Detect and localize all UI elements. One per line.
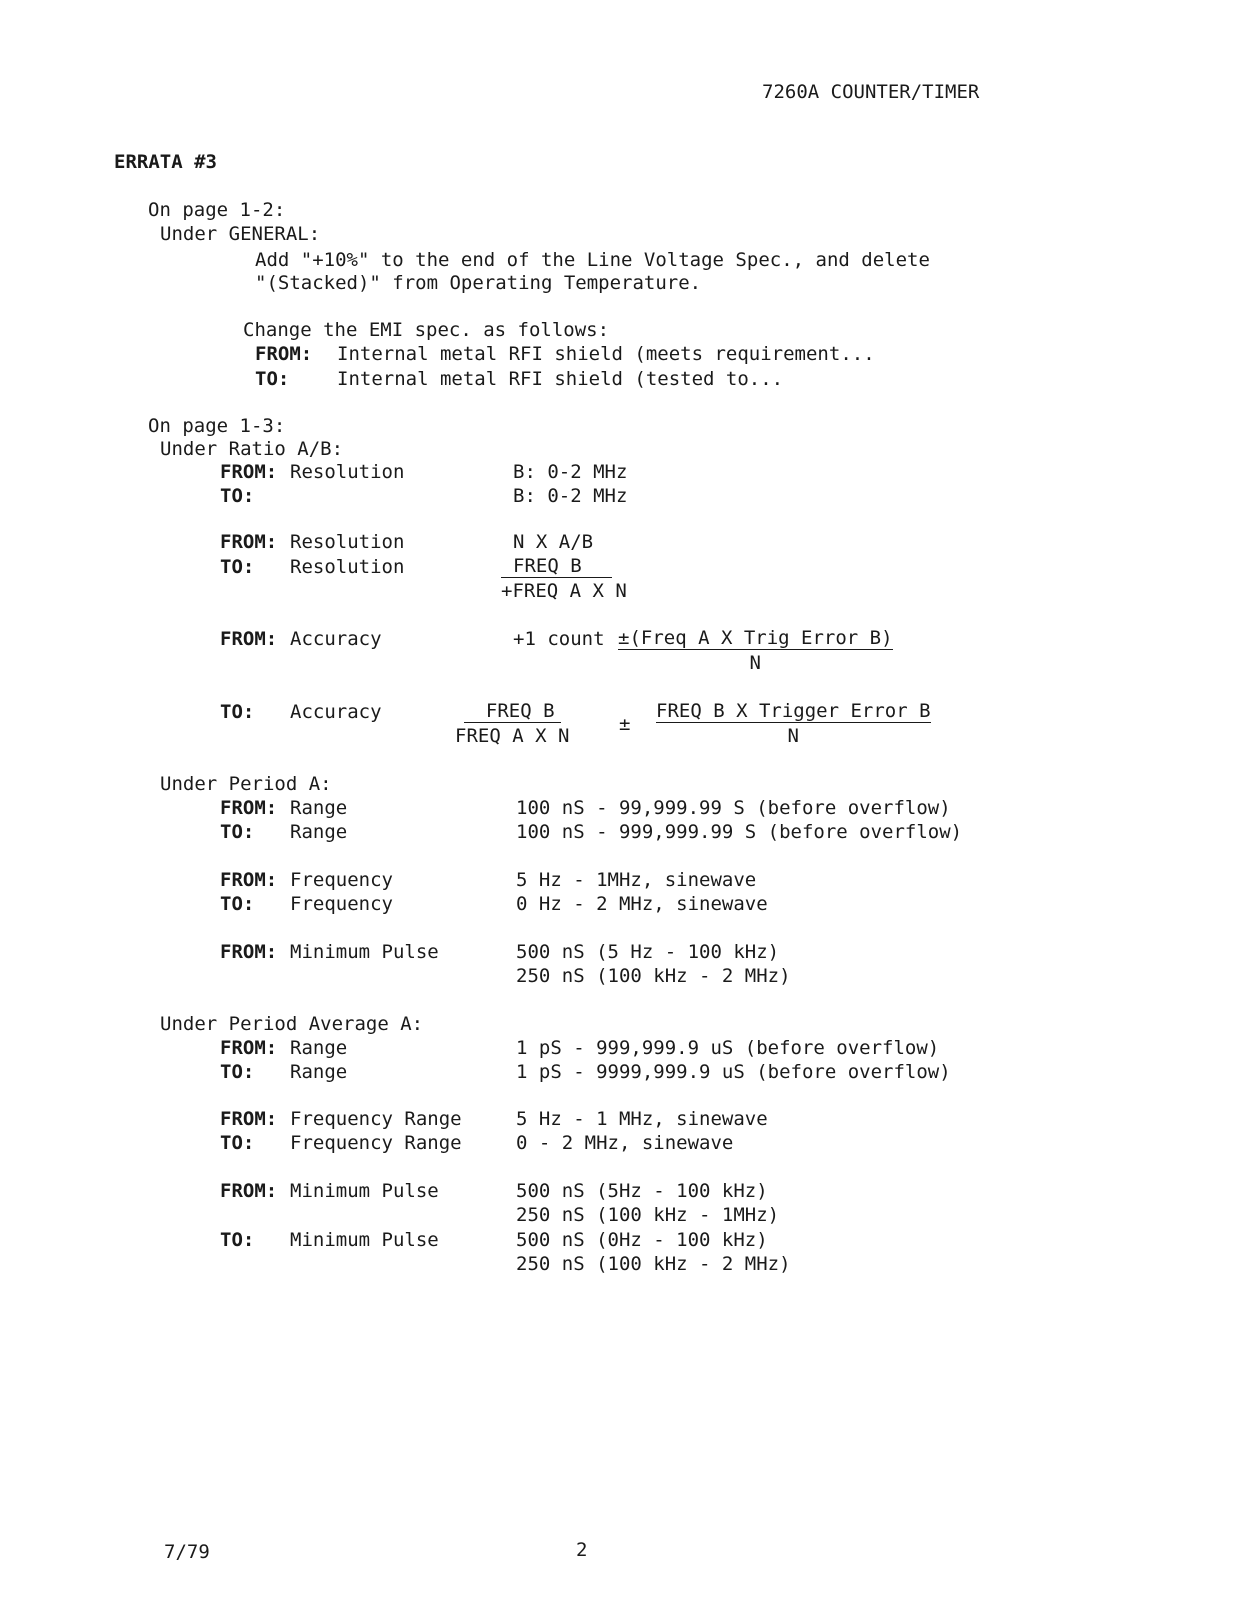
page-1-3-heading: On page 1-3: [148,415,286,437]
accuracy-from-numerator: ±(Freq A X Trig Error B) [618,627,893,649]
accuracy-from-denominator: N [749,652,761,674]
period-avg-range-from-value: 1 pS - 999,999.9 uS (before overflow) [516,1037,940,1059]
period-freq-from-label: FROM: [220,869,278,891]
period-avg-pulse-from-value-2: 250 nS (100 kHz - 1MHz) [516,1204,780,1226]
errata-title: ERRATA #3 [114,151,217,173]
document-header-title: 7260A COUNTER/TIMER [762,81,980,103]
period-avg-freq-to-param: Frequency Range [290,1132,462,1154]
emi-to-label: TO: [255,368,290,390]
accuracy-to-fraction-2 [656,700,931,747]
emi-from-text: Internal metal RFI shield (meets requirement... [337,343,875,365]
period-avg-subheading: Under Period Average A: [160,1013,424,1035]
accuracy-to-denominator-1: FREQ A X N [455,725,570,747]
period-freq-to-label: TO: [220,893,255,915]
general-line-1: Add "+10%" to the end of the Line Voltage Spec., and delete [255,249,930,271]
period-avg-pulse-to-value-2: 250 nS (100 kHz - 2 MHz) [516,1253,791,1275]
period-avg-range-from-param: Range [290,1037,348,1059]
period-avg-pulse-from-value-1: 500 nS (5Hz - 100 kHz) [516,1180,768,1202]
period-pulse-from-value-1: 500 nS (5 Hz - 100 kHz) [516,941,780,963]
ratio-r2-to-label: TO: [220,556,255,578]
period-avg-freq-to-value: 0 - 2 MHz, sinewave [516,1132,734,1154]
period-range-from-value: 100 nS - 99,999.99 S (before overflow) [516,797,951,819]
accuracy-from-fraction [618,627,893,674]
period-pulse-from-label: FROM: [220,941,278,963]
ratio-r2-to-numerator: FREQ B [501,555,612,578]
emi-from-label: FROM: [255,343,313,365]
page-1-2-heading: On page 1-2: [148,199,286,221]
period-avg-freq-from-value: 5 Hz - 1 MHz, sinewave [516,1108,768,1130]
emi-intro: Change the EMI spec. as follows: [243,319,610,341]
accuracy-to-param: Accuracy [290,701,382,723]
period-freq-from-value: 5 Hz - 1MHz, sinewave [516,869,757,891]
accuracy-from-param: Accuracy [290,628,382,650]
period-avg-freq-to-label: TO: [220,1132,255,1154]
ratio-r1-from-param: Resolution [290,461,405,483]
accuracy-to-label: TO: [220,701,255,723]
ratio-r2-to-denominator: +FREQ A X N [501,580,627,602]
ratio-r1-from-label: FROM: [220,461,278,483]
period-subheading: Under Period A: [160,773,332,795]
ratio-r2-to-param: Resolution [290,556,405,578]
ratio-r1-from-value: B: 0-2 MHz [513,461,628,483]
accuracy-to-numerator-1: FREQ B [464,700,561,723]
accuracy-to-plus-minus: ± [619,713,631,735]
ratio-r2-from-value: N X A/B [513,531,594,553]
ratio-r2-to-fraction [501,555,627,602]
accuracy-from-label: FROM: [220,628,278,650]
period-freq-from-param: Frequency [290,869,393,891]
period-range-to-value: 100 nS - 999,999.99 S (before overflow) [516,821,963,843]
period-range-to-label: TO: [220,821,255,843]
accuracy-to-fraction-1 [455,700,569,747]
accuracy-from-prefix: +1 count [513,628,605,650]
period-avg-pulse-to-value-1: 500 nS (0Hz - 100 kHz) [516,1229,768,1251]
ratio-r2-from-param: Resolution [290,531,405,553]
period-range-to-param: Range [290,821,348,843]
ratio-subheading: Under Ratio A/B: [160,438,344,460]
footer-date: 7/79 [164,1541,210,1563]
ratio-r2-from-label: FROM: [220,531,278,553]
period-range-from-label: FROM: [220,797,278,819]
period-freq-to-value: 0 Hz - 2 MHz, sinewave [516,893,768,915]
period-avg-range-to-label: TO: [220,1061,255,1083]
emi-to-text: Internal metal RFI shield (tested to... [337,368,784,390]
period-avg-pulse-to-label: TO: [220,1229,255,1251]
general-line-2: "(Stacked)" from Operating Temperature. [255,272,702,294]
period-avg-freq-from-label: FROM: [220,1108,278,1130]
accuracy-to-numerator-2: FREQ B X Trigger Error B [656,700,931,722]
period-avg-pulse-from-param: Minimum Pulse [290,1180,439,1202]
period-pulse-from-value-2: 250 nS (100 kHz - 2 MHz) [516,965,791,987]
general-subheading: Under GENERAL: [160,223,321,245]
period-freq-to-param: Frequency [290,893,393,915]
period-avg-range-to-value: 1 pS - 9999,999.9 uS (before overflow) [516,1061,951,1083]
ratio-r1-to-label: TO: [220,485,255,507]
period-avg-range-to-param: Range [290,1061,348,1083]
accuracy-to-denominator-2: N [787,725,799,747]
period-avg-range-from-label: FROM: [220,1037,278,1059]
period-range-from-param: Range [290,797,348,819]
footer-page-number: 2 [576,1539,588,1561]
period-avg-pulse-from-label: FROM: [220,1180,278,1202]
ratio-r1-to-value: B: 0-2 MHz [513,485,628,507]
period-pulse-from-param: Minimum Pulse [290,941,439,963]
period-avg-pulse-to-param: Minimum Pulse [290,1229,439,1251]
period-avg-freq-from-param: Frequency Range [290,1108,462,1130]
